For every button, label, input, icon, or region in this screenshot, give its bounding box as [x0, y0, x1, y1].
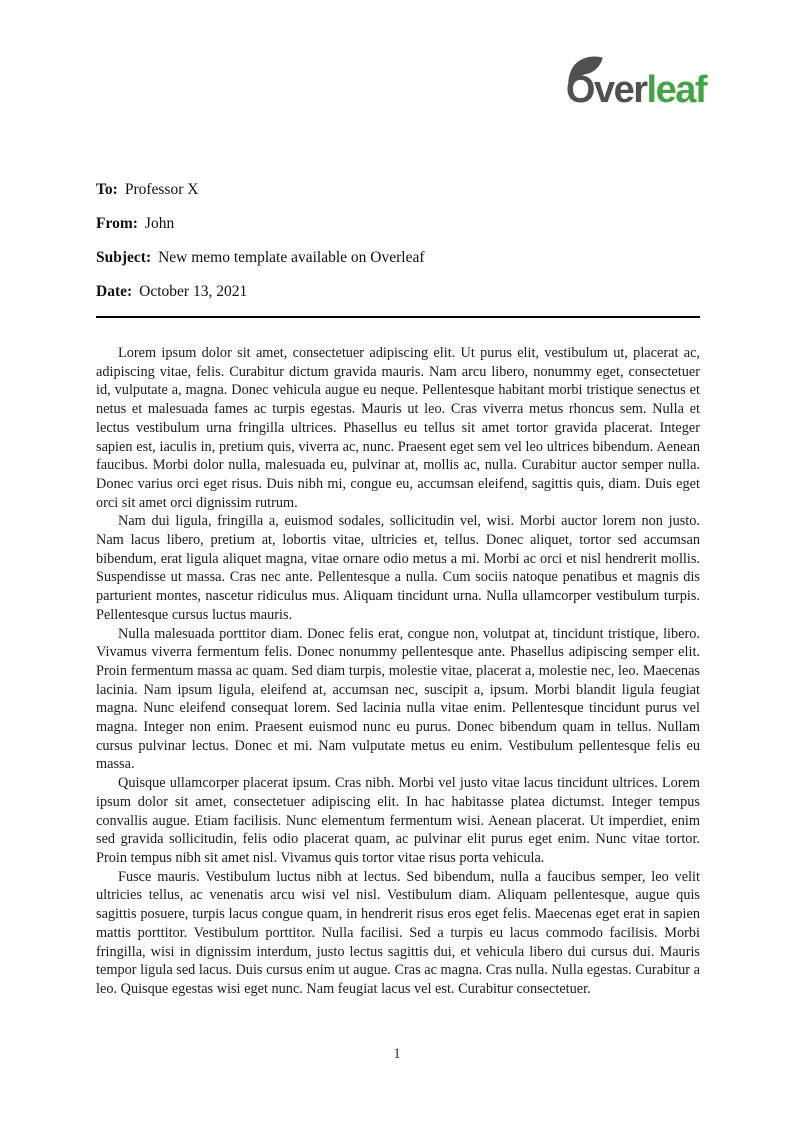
memo-field-date-value: October 13, 2021	[139, 283, 248, 300]
memo-field-to-value: Professor X	[124, 181, 199, 198]
leaf-icon	[563, 55, 607, 83]
memo-field-to-label: To:	[96, 181, 118, 198]
memo-field-subject-value: New memo template available on Overleaf	[158, 249, 425, 266]
body-paragraph-5: Fusce mauris. Vestibulum luctus nibh at lectus. Sed bibendum, nulla a faucibus semper, leo velit ultricies tellus, ac venenatis arcu wisi vel nisl. Vestibulum diam. Aliquam pellentesque, augue quis sagittis posuere, turpis lacus congue quam, in hendrerit risus eros eget felis. Maecenas eget erat in sapien mattis porttitor. Vestibulum porttitor. Nulla facilisi. Sed a turpis eu lacus commodo facilisis. Morbi fringilla, wisi in dignissim interdum, justo lectus sagittis dui, et vehicula libero dui cursus dui. Mauris tempor ligula sed lacus. Duis cursus enim ut augue. Cras ac magna. Cras nulla. Nulla egestas. Curabitur a leo. Quisque egestas wisi eget nunc. Nam feugiat lacus vel est. Curabitur consectetuer.	[96, 868, 700, 997]
memo-field-subject	[96, 248, 700, 268]
memo-field-to	[96, 180, 700, 200]
memo-field-subject-label: Subject:	[96, 249, 152, 266]
memo-content	[96, 180, 700, 1032]
body-paragraph-3: Nulla malesuada porttitor diam. Donec felis erat, congue non, volutpat at, tincidunt tristique, libero. Vivamus viverra fermentum felis. Donec nonummy pellentesque ante. Phasellus adipiscing semper elit. Proin fermentum massa ac quam. Sed diam turpis, molestie vitae, placerat a, molestie nec, leo. Maecenas lacinia. Nam ipsum ligula, eleifend at, accumsan nec, suscipit a, ipsum. Morbi blandit ligula feugiat magna. Nunc eleifend consequat lorem. Sed lacinia nulla vitae enim. Pellentesque tincidunt purus vel magna. Integer non enim. Praesent euismod nunc eu purus. Donec bibendum quam in tellus. Nullam cursus pulvinar lectus. Donec et mi. Nam vulputate metus eu enim. Vestibulum pellentesque felis eu massa.	[96, 625, 700, 773]
header-divider-rule	[96, 316, 700, 318]
memo-field-date	[96, 282, 700, 302]
memo-field-date-label: Date:	[96, 283, 133, 300]
memo-header	[96, 180, 700, 302]
overleaf-logo	[566, 54, 706, 112]
body-paragraph-4: Quisque ullamcorper placerat ipsum. Cras nibh. Morbi vel justo vitae lacus tincidunt ultrices. Lorem ipsum dolor sit amet, consectetuer adipiscing elit. In hac habitasse platea dictumst. Integer tempus convallis augue. Etiam facilisis. Nunc elementum fermentum wisi. Aenean placerat. Ut imperdiet, enim sed gravida sollicitudin, felis odio placerat quam, ac pulvinar elit purus eget enim. Nunc vitae tortor. Proin tempus nibh sit amet nisl. Vivamus quis tortor vitae risus porta vehicula.	[96, 775, 700, 866]
memo-field-from-value: John	[144, 215, 175, 232]
overleaf-wordmark-prefix: Over	[565, 69, 647, 111]
body-paragraph-2: Nam dui ligula, fringilla a, euismod sodales, sollicitudin vel, wisi. Morbi auctor lorem non justo. Nam lacus libero, pretium at, lobortis vitae, ultricies et, tellus. Donec aliquet, tortor sed accumsan bibendum, erat ligula aliquet magna, vitae ornare odio metus a mi. Morbi ac orci et nisl hendrerit mollis. Suspendisse ut massa. Cras nec ante. Pellentesque a nulla. Cum sociis natoque penatibus et magnis dis parturient montes, nascetur ridiculus mus. Aliquam tincidunt urna. Nulla ullamcorper vestibulum turpis. Pellentesque cursus luctus mauris.	[96, 513, 700, 623]
memo-field-from-label: From:	[96, 215, 138, 232]
body-paragraph-1: Lorem ipsum dolor sit amet, consectetuer adipiscing elit. Ut purus elit, vestibulum ut, placerat ac, adipiscing vitae, felis. Curabitur dictum gravida mauris. Nam arcu libero, nonummy eget, consectetuer id, vulputate a, magna. Donec vehicula augue eu neque. Pellentesque habitant morbi tristique senectus et netus et malesuada fames ac turpis egestas. Mauris ut leo. Cras viverra metus rhoncus sem. Nulla et lectus vestibulum urna fringilla ultrices. Phasellus eu tellus sit amet tortor gravida placerat. Integer sapien est, iaculis in, pretium quis, viverra ac, nunc. Praesent eget sem vel leo ultrices bibendum. Aenean faucibus. Morbi dolor nulla, malesuada eu, pulvinar at, mollis ac, nulla. Curabitur auctor semper nulla. Donec varius orci eget risus. Duis nibh mi, congue eu, accumsan eleifend, sagittis quis, diam. Duis eget orci sit amet orci dignissim rutrum.	[96, 345, 700, 511]
page-footer	[0, 1046, 794, 1063]
overleaf-wordmark-suffix: leaf	[646, 69, 706, 111]
memo-body	[96, 344, 700, 999]
page-number: 1	[393, 1046, 401, 1062]
memo-field-from	[96, 214, 700, 234]
